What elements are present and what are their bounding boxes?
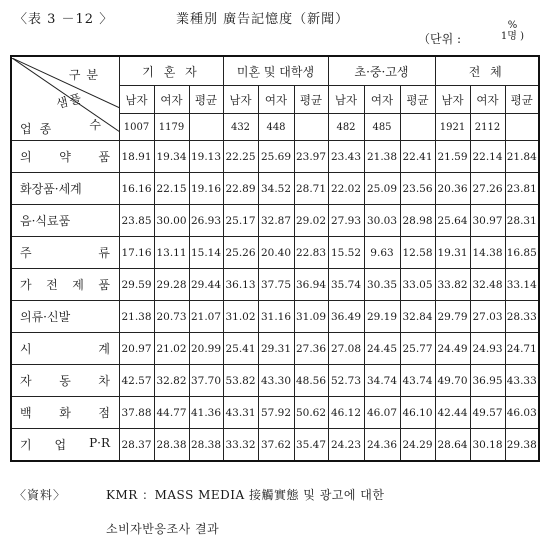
value-cell: 27.08 (328, 333, 364, 365)
value-cell: 25.26 (223, 237, 258, 269)
sex-column-header: 평균 (400, 86, 435, 114)
row-label-part: 제 (72, 278, 84, 292)
value-cell: 30.18 (470, 429, 505, 462)
row-label-part: 류 (98, 246, 110, 260)
value-cell: 28.38 (154, 429, 189, 462)
value-cell: 30.35 (364, 269, 400, 301)
table-row (11, 365, 539, 397)
row-label-text (20, 436, 110, 453)
value-cell: 44.77 (154, 397, 189, 429)
row-label (11, 269, 119, 301)
value-cell: 37.75 (258, 269, 294, 301)
row-label (11, 365, 119, 397)
value-cell: 25.69 (258, 141, 294, 173)
value-cell: 27.26 (470, 173, 505, 205)
value-cell: 19.31 (435, 237, 470, 269)
value-cell: 36.94 (294, 269, 328, 301)
sample-count-cell: 1007 (119, 114, 154, 141)
value-cell: 22.41 (400, 141, 435, 173)
value-cell: 20.36 (435, 173, 470, 205)
value-cell: 37.70 (189, 365, 223, 397)
value-cell: 32.82 (154, 365, 189, 397)
table-row (11, 333, 539, 365)
sex-column-header: 여자 (470, 86, 505, 114)
value-cell: 53.82 (223, 365, 258, 397)
sex-column-header: 여자 (154, 86, 189, 114)
value-cell: 25.64 (435, 205, 470, 237)
value-cell: 24.29 (400, 429, 435, 462)
sex-column-header: 남자 (328, 86, 364, 114)
header-sample: 샘플 (54, 90, 85, 112)
value-cell: 26.93 (189, 205, 223, 237)
value-cell: 36.95 (470, 365, 505, 397)
row-label-part: 업 (54, 438, 67, 452)
sample-count-cell: 448 (258, 114, 294, 141)
sex-column-header: 남자 (119, 86, 154, 114)
value-cell: 29.02 (294, 205, 328, 237)
value-cell: 15.14 (189, 237, 223, 269)
value-cell: 30.97 (470, 205, 505, 237)
value-cell: 43.33 (505, 365, 539, 397)
value-cell: 29.59 (119, 269, 154, 301)
table-caption (14, 6, 534, 26)
row-label-part: 시 (20, 342, 32, 356)
sex-column-header: 남자 (223, 86, 258, 114)
value-cell: 24.49 (435, 333, 470, 365)
value-cell: 14.38 (470, 237, 505, 269)
table-row (11, 237, 539, 269)
value-cell: 46.10 (400, 397, 435, 429)
table-number: 〈表 3 －12 〉 (14, 12, 114, 27)
sample-count-cell: 1179 (154, 114, 189, 141)
sample-count-cell (400, 114, 435, 141)
value-cell: 33.14 (505, 269, 539, 301)
value-cell: 28.31 (505, 205, 539, 237)
value-cell: 41.36 (189, 397, 223, 429)
value-cell: 43.31 (223, 397, 258, 429)
row-label (11, 333, 119, 365)
value-cell: 20.73 (154, 301, 189, 333)
value-cell: 46.03 (505, 397, 539, 429)
value-cell: 42.57 (119, 365, 154, 397)
value-cell: 32.84 (400, 301, 435, 333)
sample-count-cell (189, 114, 223, 141)
row-label-text (20, 404, 110, 421)
value-cell: 46.12 (328, 397, 364, 429)
value-cell: 35.47 (294, 429, 328, 462)
row-label-part: 화장품·세계 (20, 182, 82, 196)
row-label-part: 점 (98, 406, 110, 420)
value-cell: 12.58 (400, 237, 435, 269)
sample-count-cell: 485 (364, 114, 400, 141)
value-cell: 20.97 (119, 333, 154, 365)
value-cell: 31.16 (258, 301, 294, 333)
value-cell: 24.23 (328, 429, 364, 462)
value-cell: 30.00 (154, 205, 189, 237)
unit-fraction-top: % (507, 20, 518, 31)
value-cell: 21.02 (154, 333, 189, 365)
row-label-part: 가 (20, 278, 32, 292)
sample-count-cell (505, 114, 539, 141)
value-cell: 19.34 (154, 141, 189, 173)
value-cell: 22.83 (294, 237, 328, 269)
unit-label: （단위 : (418, 32, 462, 46)
row-label-part: 화 (59, 406, 71, 420)
table-row (11, 397, 539, 429)
row-label (11, 205, 119, 237)
value-cell: 24.36 (364, 429, 400, 462)
value-cell: 36.13 (223, 269, 258, 301)
unit-note (414, 20, 534, 50)
table-row (11, 141, 539, 173)
value-cell: 19.13 (189, 141, 223, 173)
value-cell: 46.07 (364, 397, 400, 429)
row-label-text (20, 308, 110, 325)
value-cell: 22.14 (470, 141, 505, 173)
ad-recall-table (10, 55, 540, 462)
table-row (11, 429, 539, 462)
unit-fraction (501, 20, 524, 42)
value-cell: 9.63 (364, 237, 400, 269)
table-row (11, 205, 539, 237)
header-gubun: 구분 (68, 68, 104, 82)
value-cell: 16.85 (505, 237, 539, 269)
value-cell: 49.57 (470, 397, 505, 429)
row-label-part: 기 (20, 438, 32, 452)
row-label-text (20, 340, 110, 357)
value-cell: 24.93 (470, 333, 505, 365)
value-cell: 28.33 (505, 301, 539, 333)
header-corner-cell (11, 56, 119, 141)
value-cell: 32.87 (258, 205, 294, 237)
row-label-text (20, 180, 110, 197)
value-cell: 23.85 (119, 205, 154, 237)
value-cell: 24.71 (505, 333, 539, 365)
row-label-part: 동 (59, 374, 71, 388)
row-label (11, 397, 119, 429)
value-cell: 19.16 (189, 173, 223, 205)
value-cell: 29.79 (435, 301, 470, 333)
value-cell: 37.62 (258, 429, 294, 462)
row-label-text (20, 372, 110, 389)
row-label-part: 계 (98, 342, 110, 356)
value-cell: 33.82 (435, 269, 470, 301)
value-cell: 21.84 (505, 141, 539, 173)
header-su: 수 (89, 118, 104, 132)
value-cell: 16.16 (119, 173, 154, 205)
value-cell: 21.38 (119, 301, 154, 333)
row-label (11, 301, 119, 333)
value-cell: 31.02 (223, 301, 258, 333)
header-group-row (11, 56, 539, 86)
value-cell: 20.99 (189, 333, 223, 365)
row-label-text (20, 212, 110, 229)
value-cell: 21.38 (364, 141, 400, 173)
value-cell: 13.11 (154, 237, 189, 269)
value-cell: 28.71 (294, 173, 328, 205)
value-cell: 22.89 (223, 173, 258, 205)
value-cell: 17.16 (119, 237, 154, 269)
sex-column-header: 평균 (505, 86, 539, 114)
value-cell: 49.70 (435, 365, 470, 397)
value-cell: 23.81 (505, 173, 539, 205)
row-label-part: 약 (59, 150, 71, 164)
row-label-part: 자 (20, 374, 32, 388)
sex-column-header: 여자 (364, 86, 400, 114)
row-label (11, 237, 119, 269)
source-label: 〈資料〉 (14, 488, 67, 502)
value-cell: 27.93 (328, 205, 364, 237)
sex-column-header: 평균 (189, 86, 223, 114)
group-header: 기 혼 자 (119, 56, 223, 86)
value-cell: 28.64 (435, 429, 470, 462)
value-cell: 34.52 (258, 173, 294, 205)
row-label-part: 차 (98, 374, 110, 388)
value-cell: 30.03 (364, 205, 400, 237)
header-eopjong: 업종 (20, 122, 60, 136)
value-cell: 43.74 (400, 365, 435, 397)
row-label-part: 의류·신발 (20, 310, 71, 324)
sex-column-header: 평균 (294, 86, 328, 114)
sample-count-cell: 482 (328, 114, 364, 141)
value-cell: 25.09 (364, 173, 400, 205)
value-cell: 32.48 (470, 269, 505, 301)
group-header: 초·중·고생 (328, 56, 435, 86)
value-cell: 25.17 (223, 205, 258, 237)
value-cell: 29.28 (154, 269, 189, 301)
row-label-text (20, 244, 110, 261)
value-cell: 29.38 (505, 429, 539, 462)
value-cell: 42.44 (435, 397, 470, 429)
value-cell: 22.25 (223, 141, 258, 173)
value-cell: 52.73 (328, 365, 364, 397)
unit-fraction-bottom: 1명 ) (500, 31, 524, 42)
value-cell: 34.74 (364, 365, 400, 397)
table-title: 業種別 廣告記憶度（新聞） (176, 12, 350, 27)
value-cell: 23.97 (294, 141, 328, 173)
value-cell: 35.74 (328, 269, 364, 301)
value-cell: 21.07 (189, 301, 223, 333)
source-line-2: 소비자반응조사 결과 (106, 522, 220, 536)
row-label-text (20, 148, 110, 165)
table-row (11, 173, 539, 205)
sample-count-cell: 1921 (435, 114, 470, 141)
sex-column-header: 남자 (435, 86, 470, 114)
row-label-part: 의 (20, 150, 32, 164)
value-cell: 50.62 (294, 397, 328, 429)
value-cell: 20.40 (258, 237, 294, 269)
row-label-part: P·R (89, 436, 110, 450)
value-cell: 27.36 (294, 333, 328, 365)
value-cell: 57.92 (258, 397, 294, 429)
value-cell: 37.88 (119, 397, 154, 429)
value-cell: 27.03 (470, 301, 505, 333)
value-cell: 23.56 (400, 173, 435, 205)
value-cell: 15.52 (328, 237, 364, 269)
value-cell: 22.02 (328, 173, 364, 205)
value-cell: 21.59 (435, 141, 470, 173)
row-label (11, 141, 119, 173)
value-cell: 28.37 (119, 429, 154, 462)
value-cell: 22.15 (154, 173, 189, 205)
sex-column-header: 여자 (258, 86, 294, 114)
value-cell: 28.38 (189, 429, 223, 462)
value-cell: 25.41 (223, 333, 258, 365)
value-cell: 28.98 (400, 205, 435, 237)
row-label (11, 173, 119, 205)
row-label-part: 전 (46, 278, 58, 292)
value-cell: 29.19 (364, 301, 400, 333)
value-cell: 33.05 (400, 269, 435, 301)
sample-count-cell (294, 114, 328, 141)
group-header: 전 체 (435, 56, 539, 86)
value-cell: 29.31 (258, 333, 294, 365)
sample-count-cell: 2112 (470, 114, 505, 141)
source-line-1: KMR ：MASS MEDIA 接觸實態 및 광고에 대한 (106, 488, 385, 502)
table-row (11, 301, 539, 333)
value-cell: 18.91 (119, 141, 154, 173)
row-label-part: 품 (98, 150, 110, 164)
row-label-part: 품 (98, 278, 110, 292)
value-cell: 36.49 (328, 301, 364, 333)
row-label (11, 429, 119, 462)
value-cell: 24.45 (364, 333, 400, 365)
value-cell: 48.56 (294, 365, 328, 397)
sample-count-cell: 432 (223, 114, 258, 141)
value-cell: 25.77 (400, 333, 435, 365)
table-row (11, 269, 539, 301)
value-cell: 43.30 (258, 365, 294, 397)
row-label-part: 음·식료품 (20, 214, 71, 228)
value-cell: 29.44 (189, 269, 223, 301)
value-cell: 23.43 (328, 141, 364, 173)
group-header: 미혼 및 대학생 (223, 56, 328, 86)
value-cell: 33.32 (223, 429, 258, 462)
row-label-part: 주 (20, 246, 32, 260)
row-label-part: 백 (20, 406, 32, 420)
value-cell: 31.09 (294, 301, 328, 333)
row-label-text (20, 276, 110, 293)
